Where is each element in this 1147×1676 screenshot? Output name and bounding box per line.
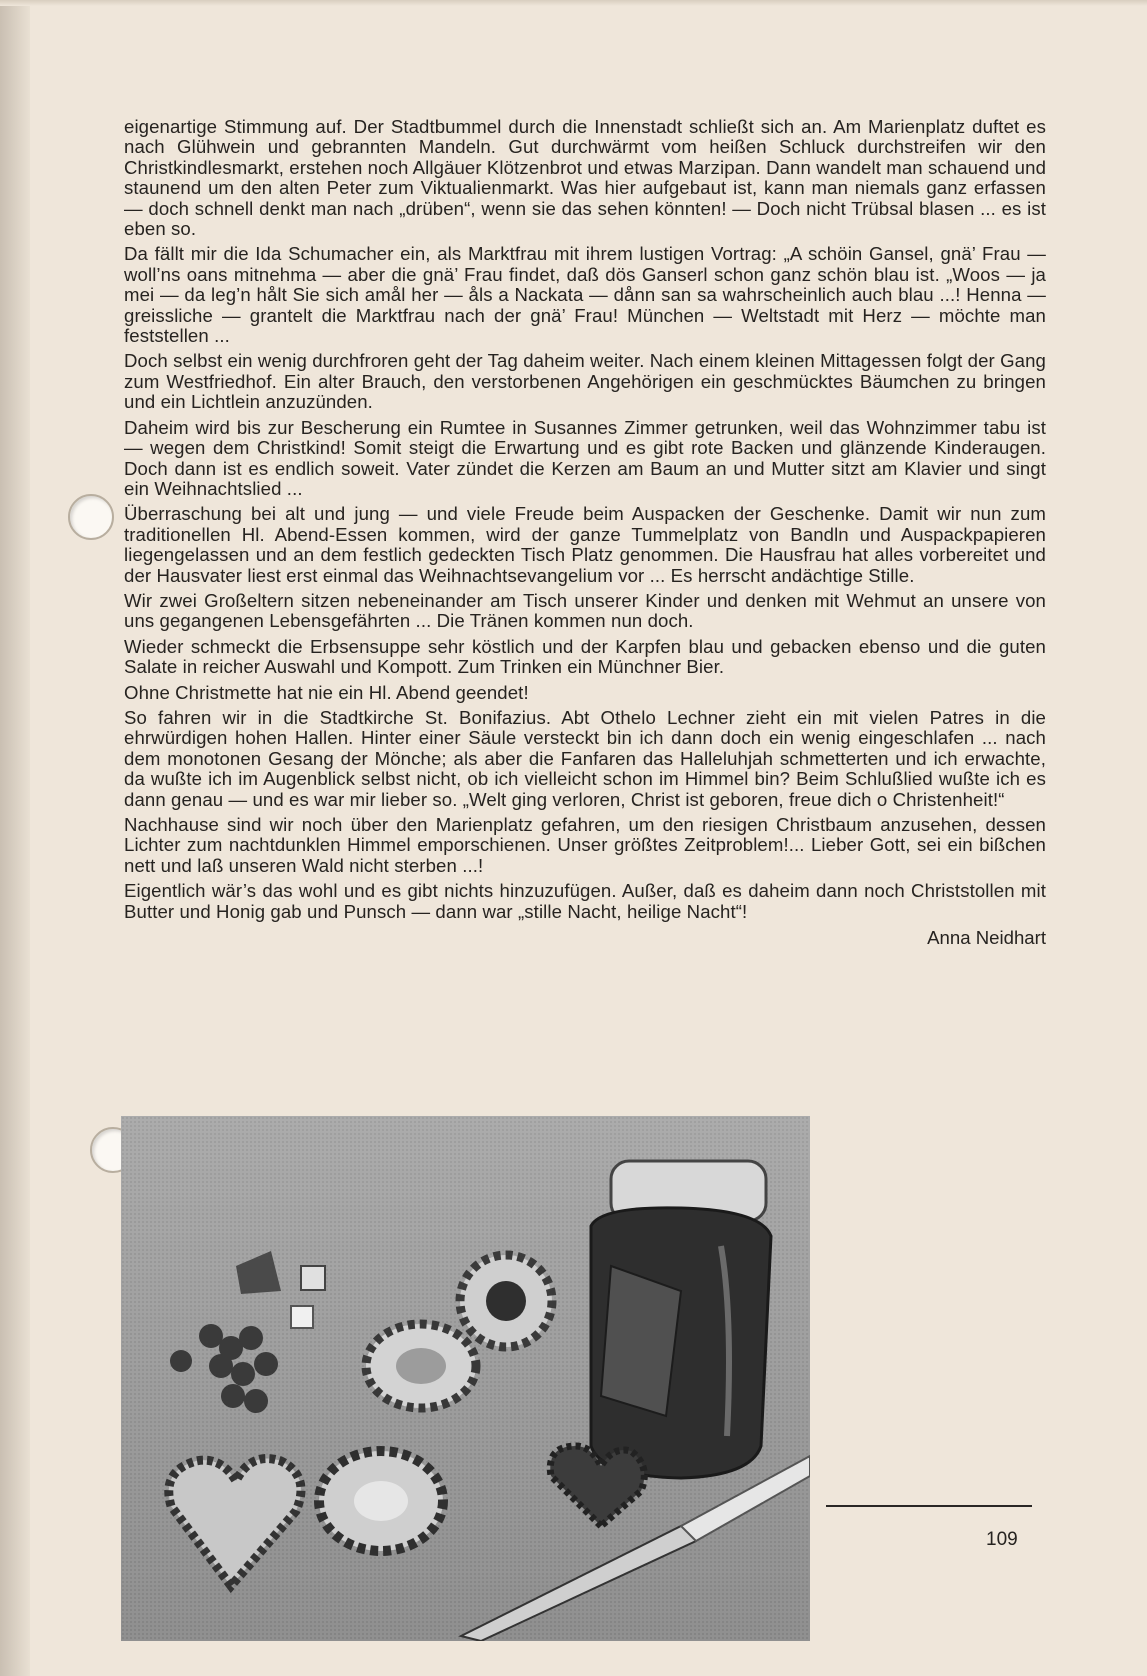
paragraph: Doch selbst ein wenig durchfroren geht der Tag daheim weiter. Nach einem kleinen Mittagessen folgt der Gang zum Westfriedhof. Ein alter Brauch, den verstorbenen Angehörigen ein geschmücktes Bäumchen zu bringen und ein Lichtlein anzuzünden. xyxy=(124,350,1046,413)
paragraph: Eigentlich wär’s das wohl und es gibt nichts hinzuzufügen. Außer, daß es daheim dann noch Christstollen mit Butter und Honig gab und Punsch — dann war „stille Nacht, heilige Nacht“! xyxy=(124,880,1046,922)
author-signature: Anna Neidhart xyxy=(927,927,1046,949)
paragraph: So fahren wir in die Stadtkirche St. Bonifazius. Abt Othelo Lechner zieht ein mit vielen Patres in die ehrwürdigen hohen Hallen. Hinter einer Säule versteckt bin ich dann doch ein wenig eingeschlafen ... nach dem monotonen Gesang der Mönche; als aber die Fanfaren das Halleluhjah schmetterten und ich erwachte, da wußte ich im Augenblick selbst nicht, ob ich vielleicht schon im Himmel bin? Beim Schlußlied wußte ich es dann genau — und es war mir lieber so. „Welt ging verloren, Christ ist geboren, freue dich o Christenheit!“ xyxy=(124,706,1046,810)
photo-cookies-jar-icon xyxy=(121,1116,810,1641)
binding-shadow xyxy=(0,0,30,1676)
paragraph: Überraschung bei alt und jung — und viele Freude beim Auspacken der Geschenke. Damit wir nun zum traditionellen Hl. Abend-Essen kommen, wird der ganze Tummelplatz von Bandln und Auspackpapieren liegengelassen und an dem festlich gedeckten Tisch Platz genommen. Die Hausfrau hat alles vorbereitet und der Hausvater liest erst einmal das Weihnachtsevangelium vor ... Es herrscht andächtige Stille. xyxy=(124,503,1046,586)
photo-cookies-jar xyxy=(121,1116,810,1641)
paragraph: eigenartige Stimmung auf. Der Stadtbummel durch die Innenstadt schließt sich an. Am Marienplatz duftet es nach Glühwein und gebrannten Mandeln. Gut durchwärmt vom heißen Schluck durchstreifen wir den Christkindlesmarkt, erstehen noch Allgäuer Klötzenbrot und etwas Marzipan. Dann wandelt man schauend und staunend um den alten Peter zum Viktualienmarkt. Was hier aufgebaut ist, kann man niemals ganz erfassen — doch schnell denkt man nach „drüben“, wenn sie das sehen könnten! — Doch nicht Trübsal blasen ... es ist eben so. xyxy=(124,116,1047,240)
punch-hole-icon xyxy=(68,494,114,540)
footer-rule xyxy=(826,1505,1032,1507)
paragraph: Da fällt mir die Ida Schumacher ein, als Marktfrau mit ihrem lustigen Vortrag: „A schöin Gansel, gnä’ Frau — woll’ns oans mitnehma — aber die gnä’ Frau findet, daß dös Ganserl schon ganz schön blau ist. „Woos — ja mei — da leg’n hålt Sie sich amål her — åls a Nackata — dånn san sa wahrscheinlich auch blau ...! Henna — greissliche — grantelt die Marktfrau nach der gnä’ Frau! München — Weltstadt mit Herz — möchte man feststellen ... xyxy=(124,243,1046,347)
paragraph: Nachhause sind wir noch über den Marienplatz gefahren, um den riesigen Christbaum anzusehen, dessen Lichter zum nachtdunklen Himmel emporschienen. Unser größtes Zeitproblem!... Lieber Gott, sei ein bißchen nett und laß unseren Wald nicht sterben ...! xyxy=(124,814,1046,876)
page-number: 109 xyxy=(986,1529,1018,1550)
paragraph: Ohne Christmette hat nie ein Hl. Abend geendet! xyxy=(124,681,529,703)
paragraph: Daheim wird bis zur Bescherung ein Rumtee in Susannes Zimmer getrunken, weil das Wohnzimmer tabu ist — wegen dem Christkind! Somit steigt die Erwartung und es gibt rote Backen und glänzende Kinderaugen. Doch dann ist es endlich soweit. Vater zündet die Kerzen am Baum an und Mutter sitzt am Klavier und singt ein Weihnachtslied ... xyxy=(124,416,1046,499)
paragraph: Wir zwei Großeltern sitzen nebeneinander am Tisch unserer Kinder und denken mit Wehmut an unsere von uns gegangenen Lebensgefährten ... Die Tränen kommen nun doch. xyxy=(124,589,1046,632)
article-body xyxy=(124,117,1046,949)
paragraph: Wieder schmeckt die Erbsensuppe sehr köstlich und der Karpfen blau und gebacken ebenso und die guten Salate in reicher Auswahl und Kompott. Zum Trinken ein Münchner Bier. xyxy=(124,635,1046,678)
page-top-edge xyxy=(0,0,1147,6)
